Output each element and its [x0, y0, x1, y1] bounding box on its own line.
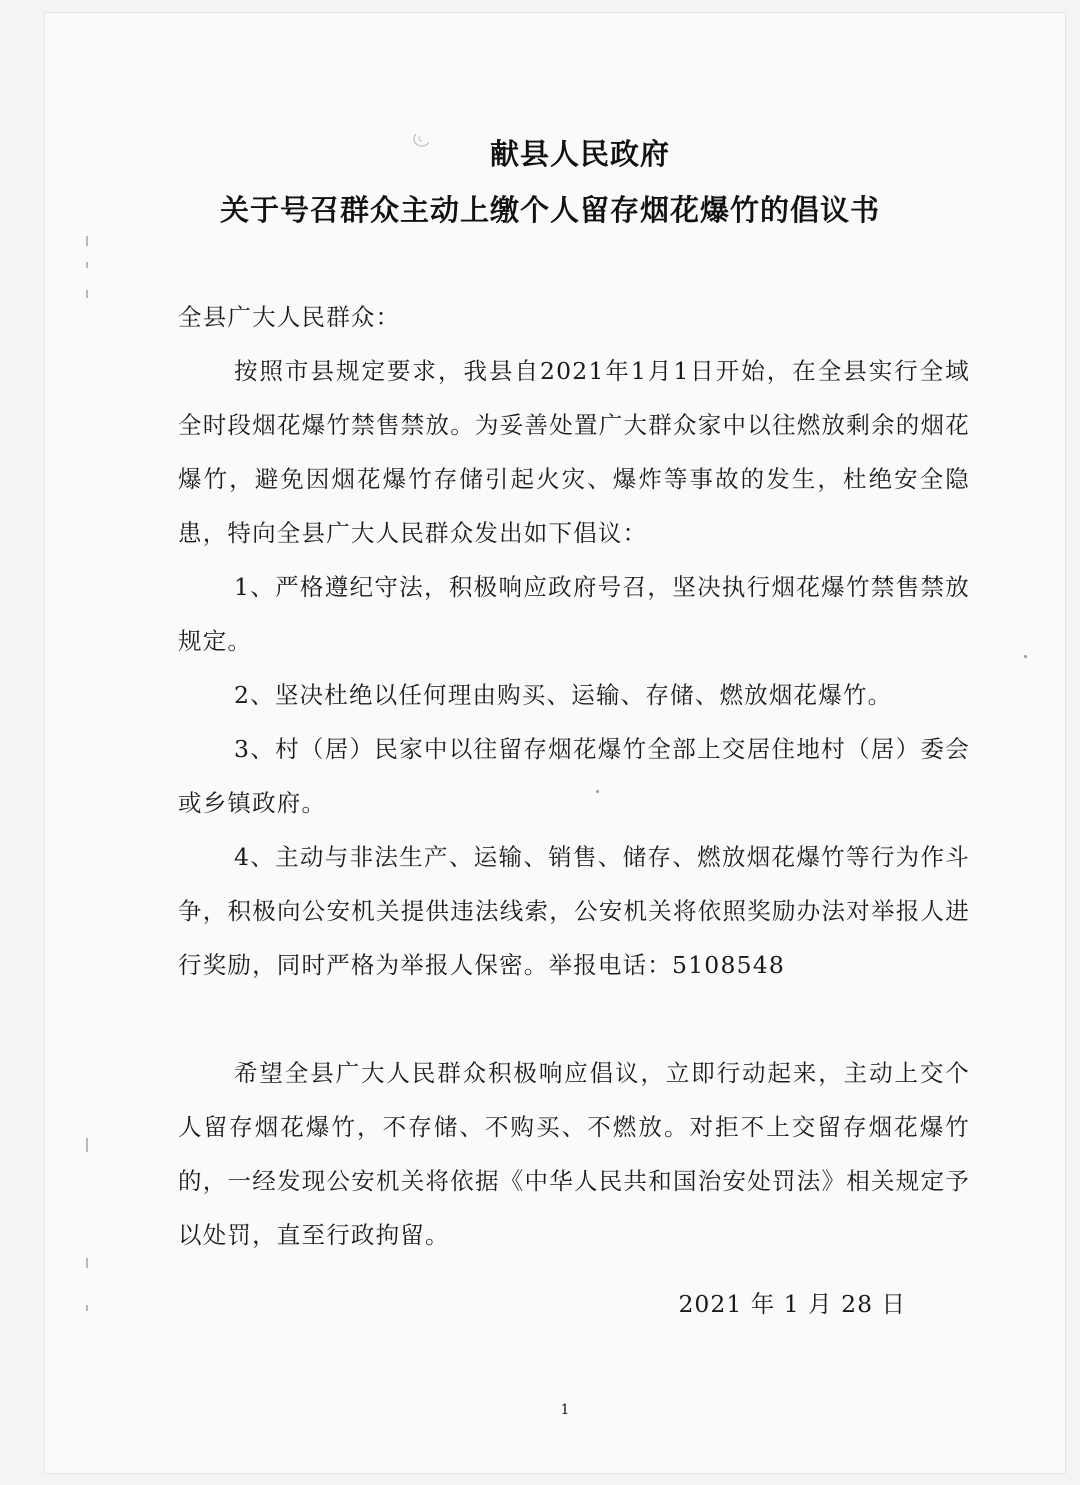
- proposal-item-4: 4、主动与非法生产、运输、销售、储存、燃放烟花爆竹等行为作斗争，积极向公安机关提供违法线索，公安机关将依照奖励办法对举报人进行奖励，同时严格为举报人保密。举报电话：5108548: [178, 843, 970, 979]
- scan-edge-mark: [86, 1258, 88, 1268]
- closing-paragraph: 希望全县广大人民群众积极响应倡议，立即行动起来，主动上交个人留存烟花爆竹，不存储、不购买、不燃放。对拒不上交留存烟花爆竹的，一经发现公安机关将依据《中华人民共和国治安处罚法》相关规定予以处罚，直至行政拘留。: [178, 1059, 970, 1249]
- scan-edge-mark: [86, 1138, 88, 1152]
- issue-date: 2021 年 1 月 28 日: [678, 1290, 906, 1318]
- scan-edge-mark: [86, 290, 88, 298]
- intro-paragraph: 按照市县规定要求，我县自2021年1月1日开始，在全县实行全域全时段烟花爆竹禁售禁放。为妥善处置广大群众家中以往燃放剩余的烟花爆竹，避免因烟花爆竹存储引起火灾、爆炸等事故的发生，杜绝安全隐患，特向全县广大人民群众发出如下倡议：: [178, 357, 970, 547]
- scan-edge-mark: [86, 236, 88, 246]
- proposal-item-3: 3、村（居）民家中以往留存烟花爆竹全部上交居住地村（居）委会或乡镇政府。: [178, 735, 970, 817]
- proposal-item-2: 2、坚决杜绝以任何理由购买、运输、存储、燃放烟花爆竹。: [234, 681, 893, 709]
- proposal-item-1: 1、严格遵纪守法，积极响应政府号召，坚决执行烟花爆竹禁售禁放规定。: [178, 573, 970, 655]
- scan-edge-mark: [86, 1305, 88, 1311]
- document-title: 关于号召群众主动上缴个人留存烟花爆竹的倡议书: [219, 193, 880, 227]
- issuing-authority-title: 献县人民政府: [489, 137, 670, 171]
- scan-speck: [1024, 655, 1027, 658]
- scan-edge-mark: [86, 262, 88, 268]
- salutation: 全县广大人民群众：: [178, 303, 401, 331]
- page-number: 1: [560, 1402, 570, 1418]
